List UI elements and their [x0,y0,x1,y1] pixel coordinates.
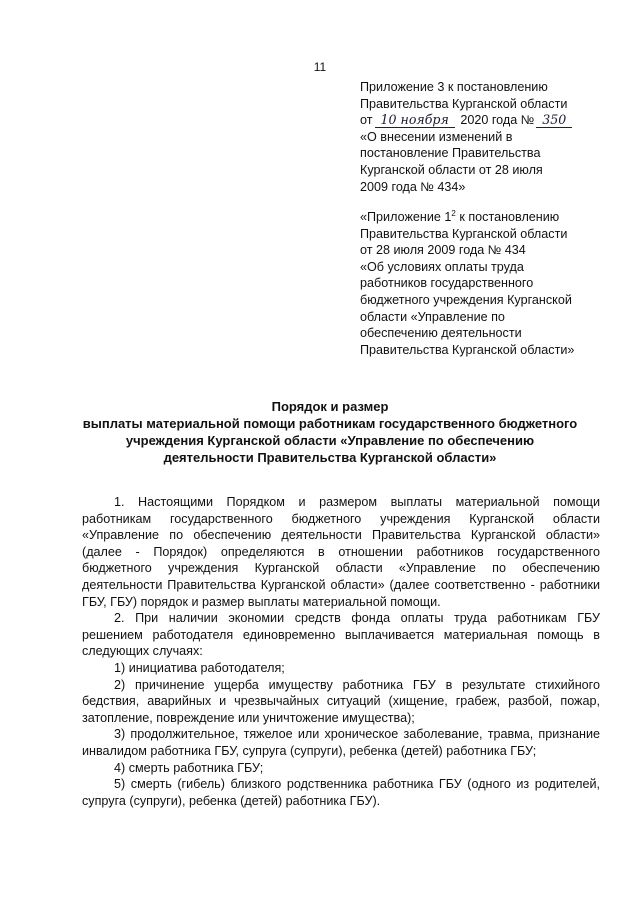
list-item: 2) причинение ущерба имуществу работника ГБУ в результате стихийного бедствия, аварийных и чрезвычайных ситуаций (хищение, грабеж, разбой, пожар, затопление, повреждение или уничтожение имущества); [82,677,600,725]
appendix-line: Правительства Курганской области [360,226,568,241]
appendix-line [360,209,610,226]
appendix-superscript: 2 [451,208,456,218]
title-line: выплаты материальной помощи работникам государственного бюджетного [82,416,578,431]
appendix-line: области «Управление по [360,309,505,324]
appendix-line: Курганской области от 28 июля [360,162,543,177]
appendix-line: Приложение 3 к постановлению [360,80,548,94]
appendix-current-header [360,79,610,195]
appendix-line: от 28 июля 2009 года № 434 [360,243,526,258]
appendix-line: бюджетного учреждения Курганской [360,292,572,307]
paragraph-2: 2. При наличии экономии средств фонда оплаты труда работникам ГБУ решением работодателя единовременно выплачивается материальная помощь в следующих случаях: [82,611,600,659]
list-item: 1) инициатива работодателя; [114,660,285,675]
handwritten-number: 350 [536,113,572,128]
appendix-title-prefix: «Приложение 1 [360,210,452,224]
appendix-date-line [360,112,610,129]
appendix-line: работников государственного [360,276,534,291]
appendix-original-header [360,209,610,358]
document-body [82,494,600,809]
handwritten-date: 10 ноября [375,113,455,128]
appendix-line: постановление Правительства [360,146,541,161]
appendix-line: Правительства Курганской области [360,96,568,111]
appendix-line: обеспечению деятельности [360,326,522,341]
title-line: учреждения Курганской области «Управление по обеспечению [125,433,535,448]
document-title [60,398,600,466]
appendix-line: «Об условиях оплаты труда [360,259,524,274]
date-year: 2020 года № [460,113,535,128]
appendix-line: 2009 года № 434» [360,179,466,194]
date-prefix: от [360,113,373,128]
list-item: 3) продолжительное, тяжелое или хроническое заболевание, травма, признание инвалидом работника ГБУ, супруга (супруги), ребенка (детей) работника ГБУ; [82,727,600,758]
appendix-line: «О внесении изменений в [360,129,513,144]
list-item: 4) смерть работника ГБУ; [114,760,264,775]
title-line: деятельности Правительства Курганской области» [163,450,497,465]
appendix-title-suffix: к постановлению [455,210,560,224]
paragraph-1: 1. Настоящими Порядком и размером выплаты материальной помощи работникам государственного бюджетного учреждения Курганской области «Управление по обеспечению деятельности Правительства Курганской области» (далее - Порядок) определяются в отношении работников государственного бюджетного учреждения Курганской области «Управление по обеспечению деятельности Правительства Курганской области» (далее соответственно - работники ГБУ, ГБУ) порядок и размер выплаты материальной помощи. [82,495,600,609]
page-number: 11 [313,60,327,74]
title-line: Порядок и размер [271,399,389,414]
list-item: 5) смерть (гибель) близкого родственника работника ГБУ (одного из родителей, супруга (супруги), ребенка (детей) работника ГБУ). [82,777,600,808]
appendix-line: Правительства Курганской области» [360,342,575,357]
